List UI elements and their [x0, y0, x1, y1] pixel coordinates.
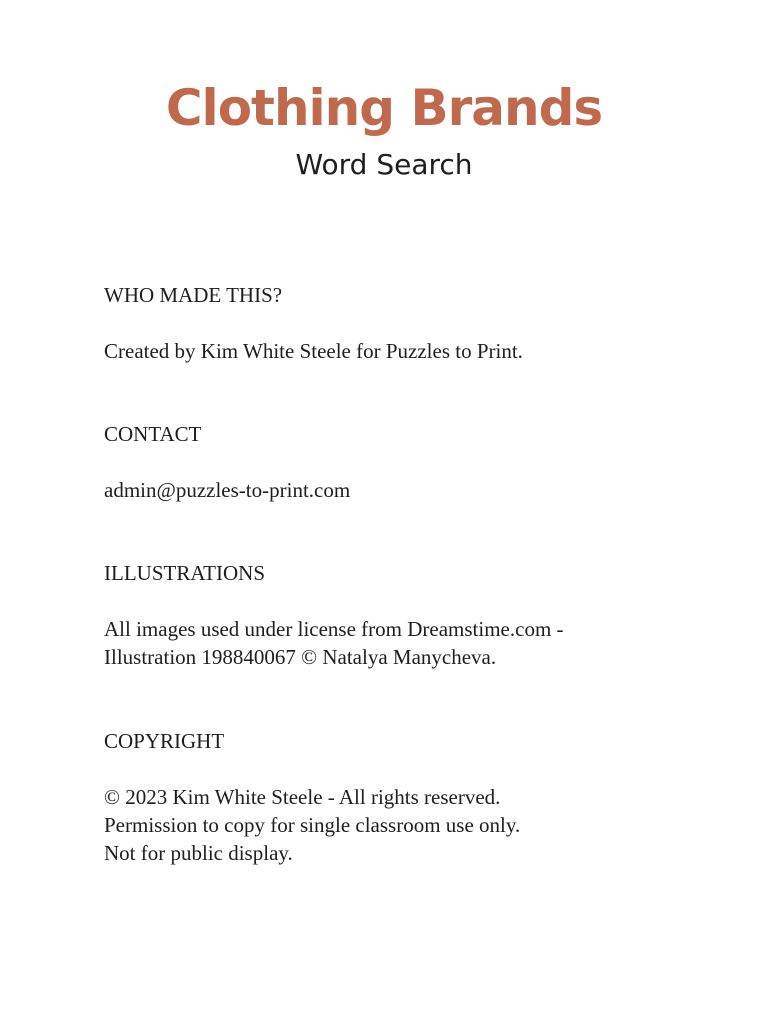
body-line: Not for public display. — [104, 841, 293, 865]
section-contact — [104, 420, 704, 504]
section-body — [104, 476, 704, 504]
section-heading: ILLUSTRATIONS — [104, 561, 265, 585]
body-line: Permission to copy for single classroom use only. — [104, 813, 521, 837]
section-heading: WHO MADE THIS? — [104, 283, 283, 307]
section-body — [104, 615, 704, 671]
section-illustrations — [104, 559, 704, 671]
body-line: Created by Kim White Steele for Puzzles to Print. — [104, 339, 523, 363]
section-body — [104, 783, 704, 867]
section-heading: COPYRIGHT — [104, 729, 225, 753]
section-copyright — [104, 727, 704, 867]
section-who-made-this — [104, 281, 704, 365]
section-heading: CONTACT — [104, 422, 202, 446]
page-subtitle: Word Search — [295, 148, 473, 181]
page-title: Clothing Brands — [165, 79, 603, 137]
section-body — [104, 337, 704, 365]
body-line: All images used under license from Dreamstime.com - — [104, 617, 564, 641]
contact-email: admin@puzzles-to-print.com — [104, 478, 351, 502]
body-line: Illustration 198840067 © Natalya Manycheva. — [104, 645, 497, 669]
body-line: © 2023 Kim White Steele - All rights reserved. — [104, 785, 501, 809]
